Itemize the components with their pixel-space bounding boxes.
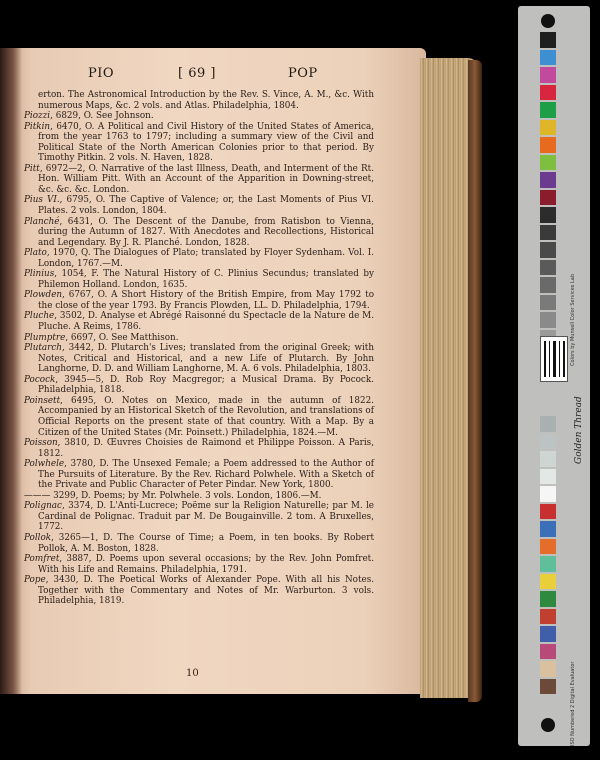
gray-swatch — [540, 451, 556, 467]
color-swatch — [540, 67, 556, 83]
entry-author: Pomfret — [24, 554, 60, 565]
entry-description: , 6795, O. The Captive of Valence; or, the Last Moments of Pius VI. Plates. 2 vols. London, 1804. — [38, 195, 374, 217]
entry-author: Plumptre — [24, 332, 66, 343]
color-swatch — [540, 312, 556, 328]
catalog-entry — [24, 459, 374, 491]
entry-description: , 6972—2, O. Narrative of the last Illness, Death, and Interment of the Rt. Hon. William Pitt. With an Account of the Apparition in Downing-street, &c. &c. &c. London. — [38, 163, 374, 195]
signature-mark: 10 — [186, 668, 199, 679]
catalog-entry — [24, 533, 374, 554]
entry-author: Pollok — [24, 532, 52, 543]
color-swatch — [540, 137, 556, 153]
gray-swatch — [540, 591, 556, 607]
gray-swatch — [540, 486, 556, 502]
gray-swatch — [540, 626, 556, 642]
entry-author: Poisson — [24, 438, 58, 449]
entry-author: Polignac — [24, 501, 62, 512]
color-swatch — [540, 102, 556, 118]
book-gutter — [0, 48, 22, 694]
catalog-text — [24, 90, 374, 607]
color-swatch — [540, 277, 556, 293]
entry-author: Plato — [24, 248, 47, 259]
gray-swatch — [540, 539, 556, 555]
gray-swatch — [540, 504, 556, 520]
entry-description: , 3502, D. Analyse et Abrégé Raisonné du Spectacle de la Nature de M. Pluche. A Reims, 1786. — [38, 311, 374, 333]
entry-author: Plowden — [24, 290, 63, 301]
continued-entry: erton. The Astronomical Introduction by the Rev. S. Vince, A. M., &c. With numerous Maps, &c. 2 vols. and Atlas. Philadelphia, 1804. — [38, 90, 374, 111]
gray-swatch — [540, 521, 556, 537]
target-barcode — [540, 336, 568, 382]
catalog-entry — [24, 290, 374, 311]
entry-description: , 3887, D. Poems upon several occasions; by the Rev. John Pomfret. With his Life and Remains. Philadelphia, 1791. — [38, 554, 374, 575]
color-checker-strip — [518, 6, 590, 746]
entry-author: Pius VI. — [24, 195, 60, 206]
swatches-bottom — [540, 416, 556, 696]
color-swatch — [540, 85, 556, 101]
gray-swatch — [540, 609, 556, 625]
color-swatch — [540, 172, 556, 188]
entry-author: Plinius — [24, 269, 55, 280]
entry-description: , 3810, D. Œuvres Choisies de Raimond et Philippe Poisson. A Paris, 1812. — [38, 438, 374, 459]
gray-swatch — [540, 434, 556, 450]
catalog-entry — [24, 438, 374, 459]
catalog-entry — [24, 554, 374, 575]
color-swatch — [540, 260, 556, 276]
gray-swatch — [540, 469, 556, 485]
entry-description: , 6767, O. A Short History of the British Empire, from May 1792 to the close of the year 1793. By Francis Plowden, LL. D. Philadelphia, 1794. — [38, 290, 374, 311]
entry-description: , 6431, O. The Descent of the Danube, from Ratisbon to Vienna, during the Autumn of 1827. With Anecdotes and Recollections, Historical and Legendary. By J. R. Planché. London, 1828. — [38, 216, 374, 248]
catalog-entry — [24, 195, 374, 216]
entry-author: Poinsett — [24, 395, 61, 406]
running-head-right: POP — [288, 66, 318, 81]
gray-swatch — [540, 644, 556, 660]
page-number: [ 69 ] — [178, 66, 216, 81]
entry-description: , 3945—5, D. Rob Roy Macgregor; a Musical Drama. By Pocock. Philadelphia, 1818. — [38, 374, 374, 396]
entry-description: , 6697, O. See Matthison. — [65, 332, 179, 343]
color-swatch — [540, 242, 556, 258]
color-swatch — [540, 295, 556, 311]
color-swatch — [540, 225, 556, 241]
entry-author: Pitkin — [24, 121, 51, 132]
strip-label-bottom: ISO Numbered 2 Digital Evaluator — [570, 661, 576, 746]
entry-description: , 6495, O. Notes on Mexico, made in the autumn of 1822. Accompanied by an Historical Sketch of the Revolution, and translations of Official Reports on the present state of that country. With a Map. By a Citizen of the United States (Mr. Poinsett.) Philadelphia, 1824.—M. — [38, 395, 374, 438]
color-swatch — [540, 32, 556, 48]
entry-author: ——— — [24, 490, 51, 501]
book-cover-edge — [468, 60, 482, 702]
catalog-entry — [24, 396, 374, 438]
catalog-entry — [24, 217, 374, 249]
catalog-entry — [24, 333, 374, 344]
color-swatch — [540, 50, 556, 66]
swatches-top — [540, 32, 556, 347]
catalog-entry — [24, 164, 374, 196]
entry-description: , 3780, D. The Unsexed Female; a Poem addressed to the Author of The Pursuits of Literature. By the Rev. Richard Polwhele. With a Sketch of the Private and Public Character of Peter Pindar. New York, 1800. — [38, 459, 374, 491]
entry-author: Pitt — [24, 163, 40, 174]
entry-description: , 3374, D. L'Anti-Lucrece; Poëme sur la Religion Naturelle; par M. le Cardinal de Polignac. Traduit par M. De Bougainville. 2 tom. A Bruxelles, 1772. — [38, 501, 374, 533]
entry-description: 3299, D. Poems; by Mr. Polwhele. 3 vols. London, 1806.—M. — [50, 490, 322, 501]
entry-description: , 6470, O. A Political and Civil History of the United States of America, from the year 1763 to 1797; including a summary view of the Civil and Political State of the North American Colonies prior to that period. By Timothy Pitkin. 2 vols. N. Haven, 1828. — [38, 121, 374, 164]
entry-author: Piozzi — [24, 111, 51, 122]
punch-hole-top — [541, 14, 555, 28]
catalog-entry — [24, 269, 374, 290]
entry-author: Polwhele — [24, 459, 65, 470]
catalog-entry — [24, 248, 374, 269]
entry-description: , 3442, D. Plutarch's Lives; translated from the original Greek; with Notes, Critical and Historical, and a new Life of Plutarch. By John Langhorne, D. D. and William Langhorne, M. A. 6 vols. Philadelphia, 1803. — [38, 343, 374, 375]
color-swatch — [540, 190, 556, 206]
entry-author: Pocock — [24, 374, 56, 385]
catalog-entry — [24, 311, 374, 332]
entry-description: , 6829, O. See Johnson. — [50, 111, 154, 122]
punch-hole-bottom — [541, 718, 555, 732]
running-head — [70, 66, 360, 86]
gray-swatch — [540, 556, 556, 572]
gray-swatch — [540, 679, 556, 695]
color-swatch — [540, 207, 556, 223]
running-head-left: PIO — [88, 66, 115, 81]
color-swatch — [540, 155, 556, 171]
entry-author: Plutarch — [24, 343, 62, 354]
gray-swatch — [540, 661, 556, 677]
strip-label-top: Colors by Munsell Color Services Lab — [570, 273, 576, 366]
catalog-entry — [24, 122, 374, 164]
gray-swatch — [540, 416, 556, 432]
catalog-entry — [24, 111, 374, 122]
entry-author: Pluche — [24, 311, 55, 322]
entry-description: , 1054, F. The Natural History of C. Plinius Secundus; translated by Philemon Holland. London, 1635. — [38, 269, 374, 290]
catalog-entry — [24, 575, 374, 607]
catalog-entry — [24, 501, 374, 533]
gray-swatch — [540, 574, 556, 590]
entry-author: Planché — [24, 216, 60, 227]
entry-author: Pope — [24, 575, 46, 586]
catalog-entry — [24, 491, 374, 502]
entry-description: , 1970, Q. The Dialogues of Plato; translated by Floyer Sydenham. Vol. I. London, 1767.—M. — [38, 248, 374, 269]
entry-description: , 3265—1, D. The Course of Time; a Poem, in ten books. By Robert Pollok, A. M. Boston, 1828. — [38, 532, 374, 554]
strip-brand: Golden Thread — [574, 396, 584, 464]
entry-description: , 3430, D. The Poetical Works of Alexander Pope. With all his Notes. Together with the Commentary and Notes of Mr. Warburton. 3 vols. Philadelphia, 1819. — [38, 575, 374, 607]
color-swatch — [540, 120, 556, 136]
catalog-entry — [24, 375, 374, 396]
catalog-entry — [24, 343, 374, 375]
